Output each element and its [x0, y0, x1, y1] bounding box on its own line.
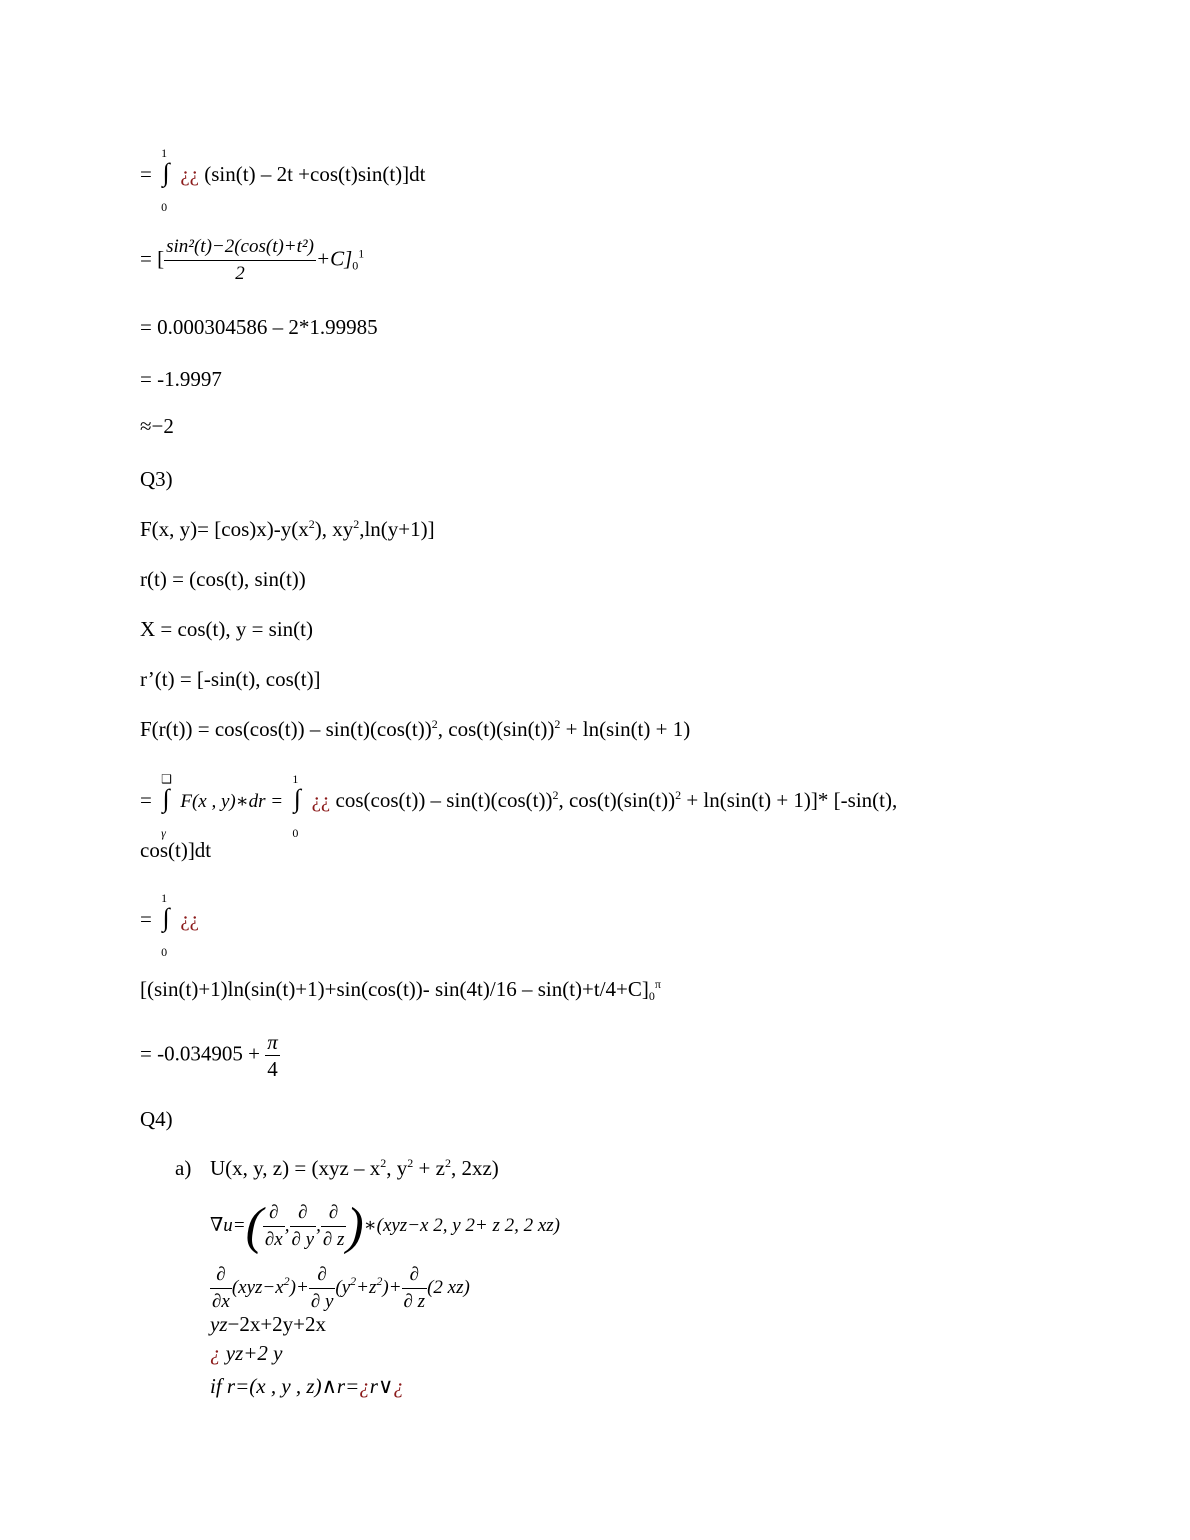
- integrand-text: (sin(t) – 2t +cos(t)sin(t)]dt: [204, 162, 426, 186]
- equals-sign: =: [140, 162, 152, 186]
- missing-glyph: ¿¿: [311, 788, 331, 812]
- integral-sign: ∫ 1 0: [288, 786, 306, 812]
- curve-def: r(t) = (cos(t), sin(t)): [140, 567, 306, 591]
- result-line: [140, 1029, 280, 1082]
- numeric-line-2: = -1.9997: [140, 367, 222, 391]
- text-part: , 2xz): [450, 1156, 499, 1180]
- result-step-2: [210, 1340, 283, 1366]
- fraction-numerator: sin²(t)−2(cos(t)+t²): [164, 234, 316, 261]
- placeholder-box: ❑: [161, 772, 172, 786]
- open-paren: (: [245, 1197, 263, 1255]
- partial-x: [210, 1262, 232, 1315]
- text-part: r∨: [369, 1374, 394, 1398]
- fraction-numerator: ∂: [263, 1200, 285, 1227]
- u-field-def: [210, 1155, 499, 1181]
- partial-x: [263, 1200, 285, 1253]
- numeric-line-1: = 0.000304586 – 2*1.99985: [140, 315, 378, 339]
- fraction-numerator: ∂: [402, 1262, 428, 1289]
- fraction-denominator: ∂ z: [322, 1229, 345, 1250]
- exponent: 2: [444, 1156, 451, 1170]
- heading-q3: Q3): [140, 467, 173, 491]
- fraction: [164, 234, 316, 287]
- text-part: if r=(x , y , z)∧r=: [210, 1374, 360, 1398]
- missing-glyph: ¿¿: [180, 907, 199, 931]
- integral-sign: ∫ 1 0: [157, 160, 175, 186]
- fraction-numerator: ∂: [290, 1200, 317, 1227]
- integral-line-2: [140, 891, 199, 959]
- open-bracket: = [: [140, 246, 165, 271]
- fraction-numerator: π: [267, 1030, 278, 1054]
- lower-bound: 0: [648, 989, 655, 1003]
- line-integral-continuation: cos(t)]dt: [140, 838, 212, 862]
- result-step-1: [210, 1311, 326, 1337]
- text-part: )+: [289, 1276, 309, 1298]
- fraction-denominator: ∂ y: [291, 1229, 315, 1250]
- fraction-denominator: ∂ z: [403, 1291, 426, 1312]
- missing-glyph: ¿: [359, 1374, 370, 1398]
- exponent: 2: [380, 1156, 387, 1170]
- fraction-numerator: ∂: [309, 1262, 336, 1289]
- exponent: 2: [376, 1273, 383, 1288]
- equals-sign: =: [140, 788, 152, 812]
- text-part: , cos(t)(sin(t)): [437, 717, 555, 741]
- exponent: 2: [350, 1273, 357, 1288]
- approx-line: ≈−2: [140, 414, 174, 438]
- text-part: yz: [210, 1312, 228, 1336]
- fraction-denominator: 2: [235, 263, 245, 284]
- pi-over-4: [265, 1029, 280, 1082]
- text-part: F(r(t)) = cos(cos(t)) – sin(t)(cos(t)): [140, 717, 432, 741]
- text-part: )+: [382, 1276, 402, 1298]
- integral-line-1: [140, 146, 426, 214]
- upper-limit: 1: [292, 772, 299, 786]
- lower-limit: 0: [292, 826, 299, 840]
- text-part: ,ln(y+1)]: [359, 517, 435, 541]
- antiderivative-line-1: [140, 234, 364, 287]
- text-part: + z: [413, 1156, 445, 1180]
- missing-glyph: ¿: [393, 1374, 404, 1398]
- exponent: 2: [675, 788, 682, 802]
- line-integral: [140, 772, 898, 840]
- upper-bound: 1: [358, 246, 365, 261]
- xy-def: X = cos(t), y = sin(t): [140, 617, 313, 641]
- fraction-denominator: 4: [267, 1057, 278, 1081]
- exponent: 2: [308, 517, 315, 531]
- lower-bound: 0: [352, 258, 359, 273]
- missing-glyph: ¿: [210, 1341, 221, 1365]
- partial-z: [402, 1262, 428, 1315]
- fraction-denominator: ∂x: [212, 1291, 230, 1312]
- constant-tail: +C]: [315, 246, 353, 271]
- text-part: yz+2 y: [225, 1341, 283, 1365]
- missing-glyph: ¿¿: [180, 162, 199, 186]
- text-part: (xyz−x: [231, 1276, 284, 1298]
- partial-y: [309, 1262, 336, 1315]
- upper-limit: 1: [161, 891, 168, 905]
- divergence-line: [210, 1262, 470, 1315]
- nabla-u: ∇u=: [210, 1214, 246, 1236]
- text-part: , y: [386, 1156, 408, 1180]
- exponent: 2: [283, 1273, 290, 1288]
- integral-sign: ∫ ❑ γ: [157, 786, 175, 812]
- text-part: , cos(t)(sin(t)): [558, 788, 676, 812]
- text-part: +z: [356, 1276, 377, 1298]
- exponent: 2: [431, 717, 438, 731]
- close-paren: ): [346, 1197, 364, 1255]
- upper-bound: π: [654, 977, 661, 991]
- upper-limit: 1: [161, 146, 168, 160]
- text-part: + ln(sin(t) + 1)]* [-sin(t),: [681, 788, 898, 812]
- curve-subscript: γ: [161, 826, 166, 840]
- integral-sign: ∫ 1 0: [157, 905, 175, 931]
- vector-field-def: [140, 516, 435, 542]
- exponent: 2: [407, 1156, 414, 1170]
- field-dot-dr: F(x , y)∗dr =: [180, 791, 284, 812]
- fraction-denominator: ∂x: [264, 1229, 283, 1250]
- text-part: + ln(sin(t) + 1): [560, 717, 691, 741]
- text-part: = -0.034905 +: [140, 1041, 260, 1066]
- antiderivative-line-2: [140, 976, 661, 1002]
- equals-sign: =: [140, 907, 152, 931]
- composed-field: [140, 716, 690, 742]
- fraction-numerator: ∂: [321, 1200, 347, 1227]
- fraction-denominator: ∂ y: [310, 1291, 334, 1312]
- exponent: 2: [552, 788, 559, 802]
- text-part: cos(cos(t)) – sin(t)(cos(t)): [335, 788, 553, 812]
- partial-z: [321, 1200, 347, 1253]
- heading-q4: Q4): [140, 1107, 173, 1131]
- text-part: F(x, y)= [cos)x)-y(x: [140, 517, 309, 541]
- gradient-line: ∇u=( $\frac{\partial}{\partial x}$ , $\frac{\partial}{\partial y}$ , $\frac{\partial}{\partial z}$ )∗(xyz−x 2, y 2+ z 2, 2 xz): [210, 1197, 561, 1255]
- exponent: 2: [353, 517, 360, 531]
- lower-limit: 0: [161, 200, 168, 214]
- text-part: ), xy: [314, 517, 354, 541]
- part-a-label: a): [175, 1156, 192, 1180]
- lower-limit: 0: [161, 945, 168, 959]
- text-part: (2 xz): [427, 1276, 470, 1298]
- fraction-numerator: ∂: [210, 1262, 232, 1289]
- text-part: −2x+2y+2x: [227, 1312, 327, 1336]
- gradient-tail: ∗(xyz−x 2, y 2+ z 2, 2 xz): [363, 1214, 561, 1236]
- result-step-3: [210, 1373, 404, 1399]
- text-part: U(x, y, z) = (xyz – x: [210, 1156, 381, 1180]
- exponent: 2: [554, 717, 561, 731]
- partial-y: [290, 1200, 317, 1253]
- text-part: [(sin(t)+1)ln(sin(t)+1)+sin(cos(t))- sin(4t)/16 – sin(t)+t/4+C]: [140, 977, 649, 1001]
- derivative-def: r’(t) = [-sin(t), cos(t)]: [140, 667, 321, 691]
- text-part: (y: [335, 1276, 351, 1298]
